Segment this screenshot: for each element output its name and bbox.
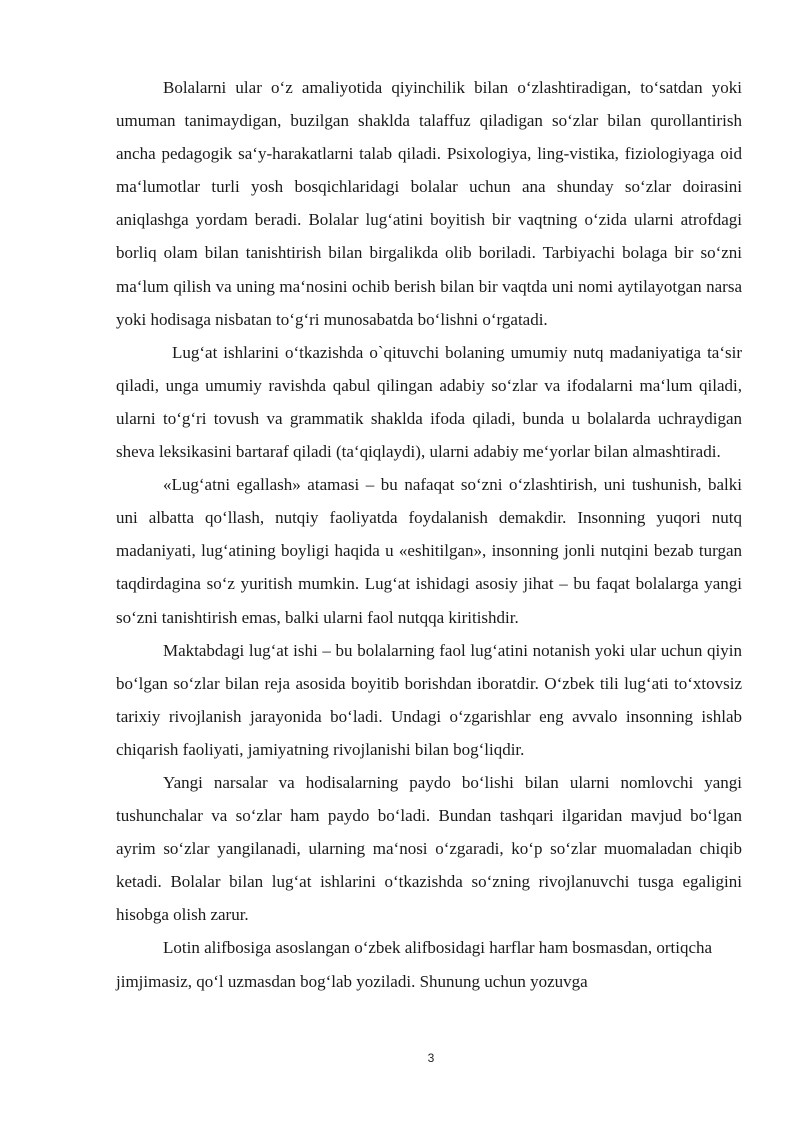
document-page (116, 71, 742, 998)
paragraph-2: Lug‘at ishlarini o‘tkazishda o`qituvchi bolaning umumiy nutq madaniyatiga ta‘sir qiladi, unga umumiy ravishda qabul qilingan adabiy so‘zlar va ifodalarni ma‘lum qiladi, ularni to‘g‘ri tovush va grammatik shaklda ifoda qiladi, bunda u bolalarda uchraydigan sheva leksikasini bartaraf qiladi (ta‘qiqlaydi), ularni adabiy me‘yorlar bilan almashtiradi. (116, 342, 742, 462)
page-number: 3 (427, 1051, 435, 1065)
paragraph-1: Bolalarni ular o‘z amaliyotida qiyinchilik bilan o‘zlashtiradigan, to‘satdan yoki umuman tanimaydigan, buzilgan shaklda talaffuz qiladigan so‘zlar bilan qurollantirish ancha pedagogik sa‘y-harakatlarni talab qiladi. Psixologiya, ling-vistika, fiziologiyaga oid ma‘lumotlar turli yosh bosqichlaridagi bolalar uchun ana shunday so‘zlar doirasini aniqlashga yordam beradi. Bolalar lug‘atini boyitish bir vaqtning o‘zida ularni atrofdagi borliq olam bilan tanishtirish bilan birgalikda olib boriladi. Tarbiyachi bolaga bir so‘zni ma‘lum qilish va uning ma‘nosini ochib berish bilan bir vaqtda uni nomi aytilayotgan narsa yoki hodisaga nisbatan to‘g‘ri munosabatda bo‘lishni o‘rgatadi. (116, 78, 742, 329)
paragraph-5: Yangi narsalar va hodisalarning paydo bo‘lishi bilan ularni nomlovchi yangi tushunchalar va so‘zlar ham paydo bo‘ladi. Bundan tashqari ilgaridan mavjud bo‘lgan ayrim so‘zlar yangilanadi, ularning ma‘nosi o‘zgaradi, ko‘p so‘zlar muomaladan chiqib ketadi. Bolalar bilan lug‘at ishlarini o‘tkazishda so‘zning rivojlanuvchi tusga egaligini hisobga olish zarur. (116, 772, 742, 925)
paragraph-3: «Lug‘atni egallash» atamasi – bu nafaqat so‘zni o‘zlashtirish, uni tushunish, balki uni albatta qo‘llash, nutqiy faoliyatda foydalanish demakdir. Insonning yuqori nutq madaniyati, lug‘atining boyligi haqida u «eshitilgan», insonning jonli nutqini bezab turgan taqdirdagina so‘z yuritish mumkin. Lug‘at ishidagi asosiy jihat – bu faqat bolalarga yangi so‘zni tanishtirish emas, balki ularni faol nutqqa kiritishdir. (116, 475, 742, 627)
paragraph-6: Lotin alifbosiga asoslangan o‘zbek alifbosidagi harflar ham bosmasdan, ortiqcha jimjimasiz, qo‘l uzmasdan bog‘lab yoziladi. Shunung uchun yozuvga (116, 938, 713, 991)
paragraph-4: Maktabdagi lug‘at ishi – bu bolalarning faol lug‘atini notanish yoki ular uchun qiyin bo‘lgan so‘zlar bilan reja asosida boyitib borishdan iboratdir. O‘zbek tili lug‘ati to‘xtovsiz tarixiy rivojlanish jarayonida bo‘ladi. Undagi o‘zgarishlar eng avvalo insonning ishlab chiqarish faoliyati, jamiyatning rivojlanishi bilan bog‘liqdir. (116, 640, 742, 759)
